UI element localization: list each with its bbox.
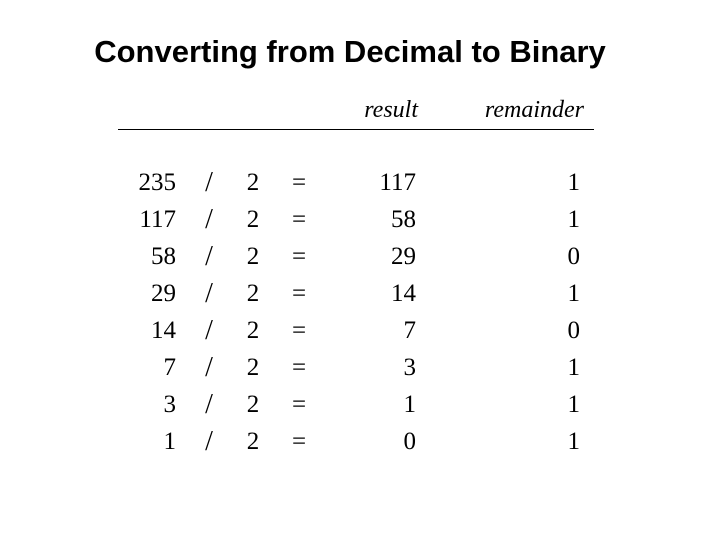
divisor-cell: 2 [246,391,260,418]
result-cell: 58 [391,206,416,233]
dividend-cell: 29 [151,280,176,307]
division-rows [118,164,594,460]
divisor-cell: 2 [246,169,260,196]
dividend-cell: 1 [163,428,176,455]
remainder-cell: 1 [567,206,580,233]
remainder-cell: 1 [567,169,580,196]
dividend-cell: 235 [138,169,176,196]
remainder-column-header: remainder [484,97,584,123]
divide-operator: / [205,389,213,420]
slide-title: Converting from Decimal to Binary [94,34,606,69]
dividend-cell: 58 [151,243,176,270]
equals-sign: = [291,169,307,196]
divide-operator: / [205,278,213,309]
divisor-cell: 2 [246,428,260,455]
dividend-cell: 7 [163,354,176,381]
equals-sign: = [291,317,307,344]
table-row [118,349,594,386]
remainder-cell: 1 [567,428,580,455]
divide-operator: / [205,426,213,457]
equals-sign: = [291,354,307,381]
equals-sign: = [291,428,307,455]
result-cell: 1 [403,391,416,418]
divide-operator: / [205,352,213,383]
table-row [118,423,594,460]
remainder-cell: 1 [567,354,580,381]
equals-sign: = [291,280,307,307]
divide-operator: / [205,315,213,346]
result-cell: 7 [403,317,416,344]
result-cell: 3 [403,354,416,381]
equals-sign: = [291,243,307,270]
remainder-cell: 1 [567,280,580,307]
divisor-cell: 2 [246,243,260,270]
table-row [118,386,594,423]
result-cell: 29 [391,243,416,270]
result-cell: 117 [379,169,416,196]
table-row [118,201,594,238]
divisor-cell: 2 [246,354,260,381]
header-divider [118,129,594,130]
divide-operator: / [205,167,213,198]
divisor-cell: 2 [246,280,260,307]
divide-operator: / [205,241,213,272]
result-cell: 0 [403,428,416,455]
dividend-cell: 14 [151,317,176,344]
equals-sign: = [291,391,307,418]
remainder-cell: 0 [567,317,580,344]
table-row [118,275,594,312]
divisor-cell: 2 [246,317,260,344]
equals-sign: = [291,206,307,233]
table-row [118,164,594,201]
remainder-cell: 0 [567,243,580,270]
table-row [118,312,594,349]
table-row [118,238,594,275]
result-column-header: result [364,97,418,123]
dividend-cell: 3 [163,391,176,418]
divisor-cell: 2 [246,206,260,233]
result-cell: 14 [391,280,416,307]
dividend-cell: 117 [139,206,176,233]
divide-operator: / [205,204,213,235]
division-table [118,92,594,462]
remainder-cell: 1 [567,391,580,418]
